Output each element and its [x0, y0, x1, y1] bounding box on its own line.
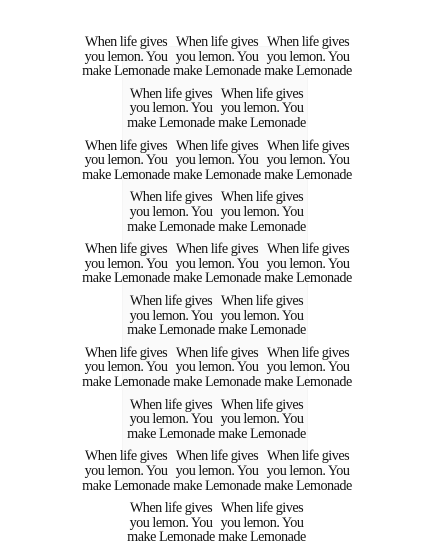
print-text-block	[123, 190, 219, 234]
print-text-line: When life gives	[266, 448, 350, 465]
print-text-line: make Lemonade	[82, 166, 170, 183]
print-text-block	[169, 139, 265, 183]
print-text-line: you lemon. You	[84, 152, 168, 169]
print-text-block	[214, 398, 310, 442]
print-text-line: When life gives	[220, 293, 304, 309]
print-text-line: When life gives	[129, 500, 213, 517]
print-text-line: When life gives	[220, 189, 304, 206]
print-text-line: you lemon. You	[266, 255, 350, 272]
print-text-line: you lemon. You	[175, 255, 259, 272]
print-text-line: make Lemonade	[173, 477, 261, 494]
print-text-line: you lemon. You	[84, 48, 168, 65]
print-text-block	[78, 242, 174, 286]
print-text-block	[169, 346, 265, 390]
print-text-line: When life gives	[175, 344, 259, 361]
print-text-block	[214, 501, 310, 545]
print-text-line: you lemon. You	[266, 152, 350, 169]
print-text-line: make Lemonade	[127, 425, 215, 442]
print-text-line: When life gives	[266, 344, 350, 361]
print-text-line: you lemon. You	[129, 411, 213, 428]
print-text-line: When life gives	[266, 34, 350, 50]
print-text-line: make Lemonade	[127, 529, 215, 545]
print-text-block	[260, 346, 356, 390]
print-text-line: you lemon. You	[220, 307, 304, 324]
print-text-line: make Lemonade	[173, 373, 261, 390]
print-text-line: make Lemonade	[127, 322, 215, 339]
print-text-line: When life gives	[266, 137, 350, 154]
print-text-line: make Lemonade	[264, 373, 352, 390]
print-text-line: make Lemonade	[173, 166, 261, 183]
print-text-block	[214, 294, 310, 338]
print-text-block	[169, 449, 265, 493]
print-text-line: you lemon. You	[175, 48, 259, 65]
print-text-line: you lemon. You	[84, 255, 168, 272]
print-text-line: When life gives	[84, 448, 168, 465]
print-text-line: make Lemonade	[264, 166, 352, 183]
print-text-line: make Lemonade	[82, 270, 170, 287]
print-text-block	[260, 35, 356, 79]
print-text-line: make Lemonade	[218, 425, 306, 442]
print-text-line: When life gives	[175, 448, 259, 465]
print-text-line: make Lemonade	[218, 218, 306, 235]
print-text-block	[214, 190, 310, 234]
print-text-line: When life gives	[175, 241, 259, 258]
print-text-line: you lemon. You	[220, 203, 304, 220]
print-text-block	[214, 87, 310, 131]
print-text-line: When life gives	[84, 137, 168, 154]
print-text-line: When life gives	[266, 241, 350, 258]
print-text-block	[123, 398, 219, 442]
print-text-block	[260, 242, 356, 286]
print-text-line: you lemon. You	[84, 462, 168, 479]
print-text-line: you lemon. You	[175, 462, 259, 479]
print-text-line: When life gives	[175, 137, 259, 154]
print-text-line: make Lemonade	[264, 63, 352, 80]
print-text-line: make Lemonade	[173, 63, 261, 80]
print-text-line: When life gives	[129, 293, 213, 309]
print-text-line: make Lemonade	[127, 114, 215, 131]
print-text-line: you lemon. You	[175, 359, 259, 376]
print-text-line: make Lemonade	[264, 270, 352, 287]
print-text-line: you lemon. You	[220, 514, 304, 531]
print-text-line: make Lemonade	[82, 373, 170, 390]
print-text-line: make Lemonade	[82, 477, 170, 494]
print-text-block	[260, 449, 356, 493]
print-text-line: make Lemonade	[82, 63, 170, 80]
print-text-line: When life gives	[220, 85, 304, 102]
print-text-line: you lemon. You	[175, 152, 259, 169]
print-text-line: When life gives	[175, 34, 259, 50]
print-text-block	[123, 501, 219, 545]
print-text-block	[260, 139, 356, 183]
print-text-line: you lemon. You	[220, 100, 304, 117]
print-text-line: you lemon. You	[266, 359, 350, 376]
print-text-block	[169, 242, 265, 286]
print-text-line: make Lemonade	[218, 114, 306, 131]
print-text-block	[123, 294, 219, 338]
print-text-line: When life gives	[84, 241, 168, 258]
print-text-line: you lemon. You	[129, 100, 213, 117]
print-text-line: you lemon. You	[129, 307, 213, 324]
print-text-block	[78, 346, 174, 390]
print-text-line: you lemon. You	[266, 462, 350, 479]
print-text-line: make Lemonade	[218, 322, 306, 339]
lemonade-print-panel	[82, 34, 352, 545]
print-text-block	[169, 35, 265, 79]
print-text-line: make Lemonade	[173, 270, 261, 287]
print-text-line: When life gives	[220, 500, 304, 517]
print-text-line: you lemon. You	[84, 359, 168, 376]
print-text-line: make Lemonade	[264, 477, 352, 494]
print-text-block	[78, 139, 174, 183]
print-text-line: make Lemonade	[218, 529, 306, 545]
print-text-block	[78, 449, 174, 493]
print-text-line: make Lemonade	[127, 218, 215, 235]
print-text-line: When life gives	[129, 85, 213, 102]
print-text-block	[78, 35, 174, 79]
print-text-line: When life gives	[220, 396, 304, 413]
print-text-line: you lemon. You	[220, 411, 304, 428]
print-text-line: When life gives	[129, 189, 213, 206]
print-text-block	[123, 87, 219, 131]
print-text-line: you lemon. You	[129, 203, 213, 220]
print-text-line: When life gives	[129, 396, 213, 413]
print-text-line: you lemon. You	[129, 514, 213, 531]
print-text-line: When life gives	[84, 34, 168, 50]
print-text-line: When life gives	[84, 344, 168, 361]
print-text-line: you lemon. You	[266, 48, 350, 65]
